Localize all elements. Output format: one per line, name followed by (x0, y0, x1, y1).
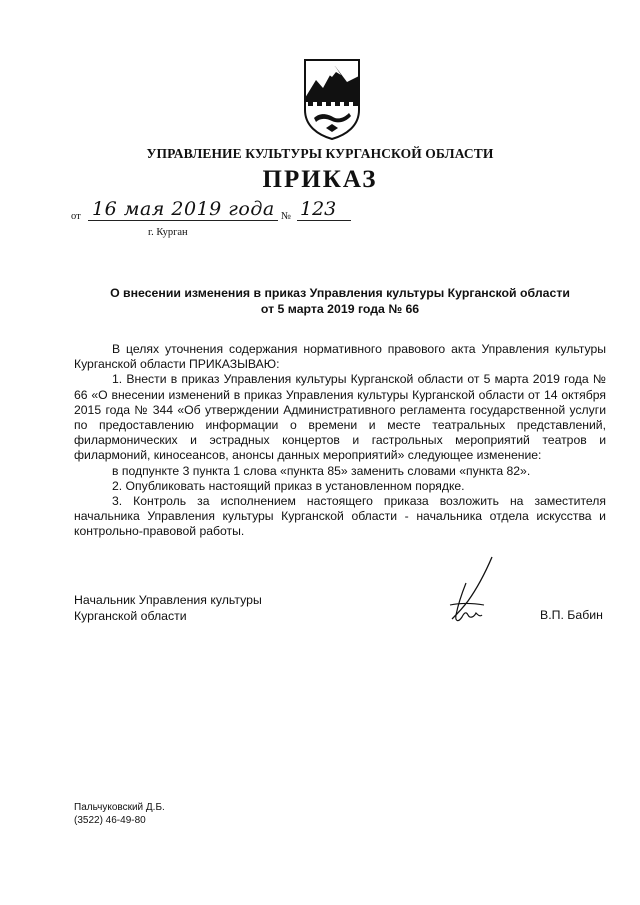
number-underline (297, 220, 351, 221)
order-body (74, 342, 606, 540)
executor-phone: (3522) 46-49-80 (74, 815, 146, 826)
handwritten-signature (440, 553, 520, 633)
item-1-subparagraph: в подпункте 3 пункта 1 слова «пункта 85» заменить словами «пункта 82». (112, 463, 531, 478)
executor-info (74, 801, 165, 827)
handwritten-date: 16 мая 2019 года (92, 198, 275, 220)
preamble-paragraph: В целях уточнения содержания нормативного правового акта Управления культуры Курганской области ПРИКАЗЫВАЮ: (74, 342, 606, 372)
number-prefix: № (281, 211, 292, 222)
position-line-1: Начальник Управления культуры (74, 593, 262, 607)
subject-line-2: от 5 марта 2019 года № 66 (260, 302, 420, 316)
executor-name: Пальчуковский Д.Б. (74, 802, 165, 813)
organization-name: УПРАВЛЕНИЕ КУЛЬТУРЫ КУРГАНСКОЙ ОБЛАСТИ (146, 146, 494, 161)
date-prefix: от (71, 211, 81, 222)
position-line-2: Курганской области (74, 608, 187, 623)
signatory-name: В.П. Бабин (540, 608, 603, 622)
kurgan-region-coat-of-arms-icon (302, 58, 362, 140)
city: г. Курган (148, 227, 188, 238)
signatory-position (74, 593, 262, 624)
date-underline (88, 220, 278, 221)
subject-line-1: О внесении изменения в приказ Управления культуры Курганской области (110, 286, 570, 300)
document-title: ПРИКАЗ (262, 166, 378, 193)
order-subject (60, 285, 620, 317)
item-1-paragraph: 1. Внести в приказ Управления культуры Курганской области от 5 марта 2019 года № 66 «О внесении изменений в приказ Управления культуры Курганской области от 14 октября 2015 года № 344 «Об утверждении Административного регламента государственной услуги по предоставлению информации о времени и месте театральных представлений, филармонических и эстрадных концертов и гастрольных мероприятий театров и филармоний, киносеансов, анонсы данных мероприятий» следующее изменение: (74, 372, 606, 463)
handwritten-number: 123 (300, 198, 337, 220)
item-2-paragraph: 2. Опубликовать настоящий приказ в установленном порядке. (112, 478, 465, 493)
item-3-paragraph: 3. Контроль за исполнением настоящего приказа возложить на заместителя начальника Управления культуры Курганской области - начальника отдела искусства и контрольно-правовой работы. (74, 494, 606, 539)
